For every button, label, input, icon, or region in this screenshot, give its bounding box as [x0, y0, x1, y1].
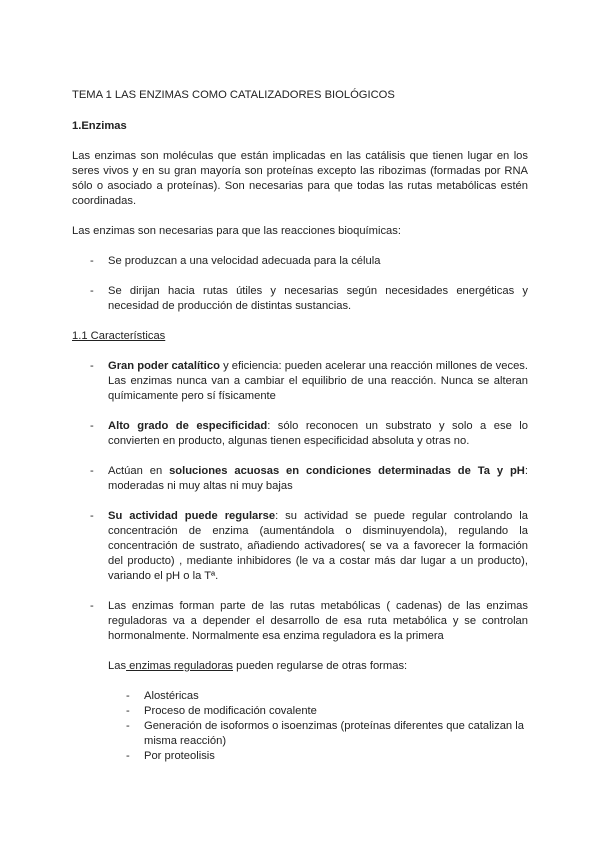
item-text: : su actividad se puede regular controlando la concentración de enzima (aumentándola o disminuyendola), regulando la concentración de sustrato, añadiendo activadores( se va a favorecer la formación del producto) , mediante inhibidores (le va a costar más dar lugar a un producto), variando el pH o la Tª. — [108, 510, 528, 582]
item-bold: Gran poder catalítico — [108, 360, 220, 372]
document-title: TEMA 1 LAS ENZIMAS COMO CATALIZADORES BIOLÓGICOS — [72, 89, 395, 101]
section-heading-enzimas: 1.Enzimas — [72, 120, 127, 132]
item-prefix: Actúan en — [108, 465, 170, 477]
list-item: - Proceso de modificación covalente — [126, 704, 528, 719]
list-item: - Generación de isoformos o isoenzimas (proteínas diferentes que catalizan la misma reacción) — [126, 719, 528, 749]
intro-prefix: Las — [108, 660, 127, 672]
list-item — [72, 509, 528, 584]
item-bold: Alto grado de especificidad — [108, 420, 268, 432]
list-item: - Por proteolisis — [126, 749, 528, 764]
requirements-intro: Las enzimas son necesarias para que las reacciones bioquímicas: — [72, 225, 401, 237]
regulatory-enzymes-intro — [72, 659, 528, 674]
requirements-list — [72, 254, 528, 314]
list-item: - Se dirijan hacia rutas útiles y necesarias según necesidades energéticas y necesidad de producción de distintas sustancias. — [72, 284, 528, 314]
list-item — [72, 419, 528, 449]
list-item: - Se produzcan a una velocidad adecuada para la célula — [72, 254, 528, 269]
underlined-term: enzimas reguladoras — [126, 660, 234, 672]
item-text: : sólo reconocen un substrato y solo a ese lo convierten en producto, algunas tienen especificidad absoluta y otras no. — [108, 420, 528, 447]
regulation-forms-list — [72, 689, 528, 764]
list-item — [72, 359, 528, 404]
item-text: Las enzimas forman parte de las rutas metabólicas ( cadenas) de las enzimas reguladoras va a depender el desarrollo de esa ruta metabólica y se controlan hormonalmente. Normalmente esa enzima reguladora es la primera — [108, 600, 528, 642]
list-item — [72, 464, 528, 494]
intro-suffix: pueden regularse de otras formas: — [233, 660, 408, 672]
subsection-heading-caracteristicas: 1.1 Características — [72, 330, 166, 342]
characteristics-list — [72, 359, 528, 644]
item-bold: soluciones acuosas en condiciones determinadas de Ta y pH — [169, 465, 525, 477]
item-text: : moderadas ni muy altas ni muy bajas — [108, 465, 528, 492]
list-item: - Alostéricas — [126, 689, 528, 704]
item-text: y eficiencia: pueden acelerar una reacción millones de veces. Las enzimas nunca van a cambiar el equilibrio de una reacción. Nunca se alteran químicamente pero sí físicamente — [108, 360, 528, 402]
list-item — [72, 599, 528, 644]
intro-paragraph: Las enzimas son moléculas que están implicadas en las catálisis que tienen lugar en los seres vivos y en su gran mayoría son proteínas excepto las ribozimas (formadas por RNA sólo o asociado a proteínas). Son necesarias para que todas las rutas metabólicas estén coordinadas. — [72, 150, 528, 207]
item-bold: Su actividad puede regularse — [108, 510, 276, 522]
